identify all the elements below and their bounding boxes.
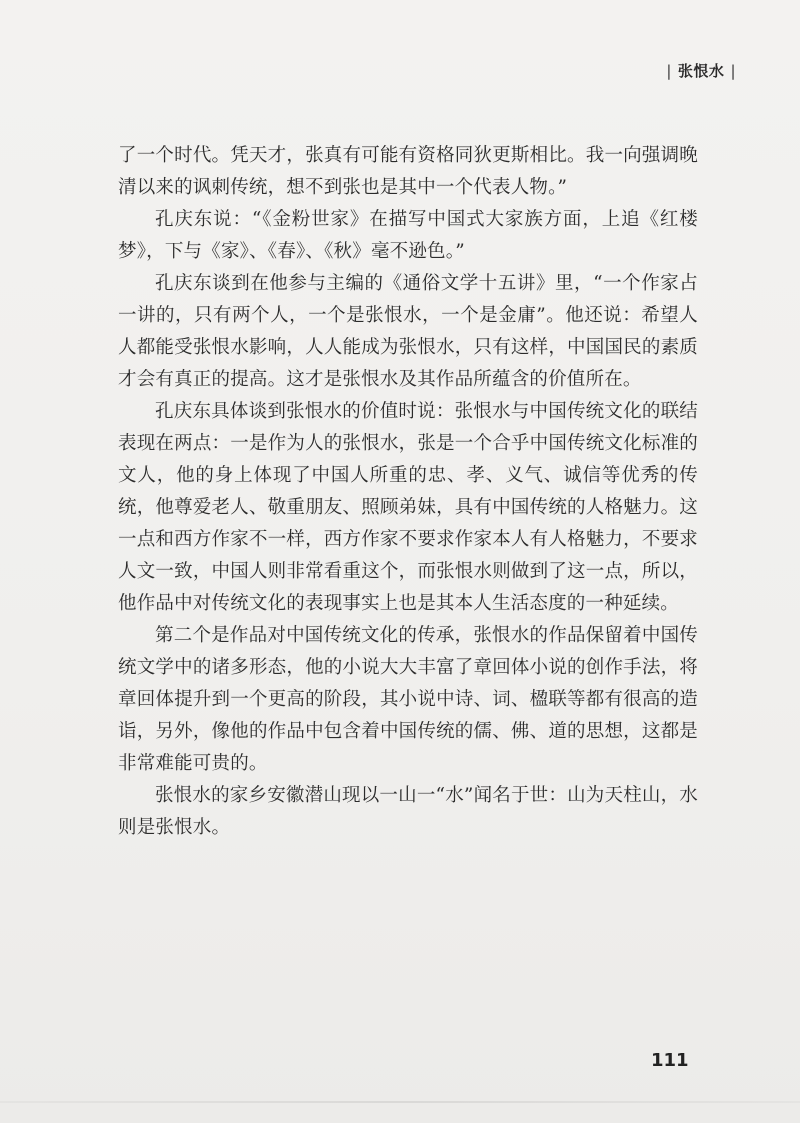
paragraph-continuation: 了一个时代。凭天才，张真有可能有资格同狄更斯相比。我一向强调晚清以来的讽刺传统，想不到张也是其中一个代表人物。” (118, 145, 698, 198)
body-text (118, 140, 698, 844)
paragraph: 孔庆东具体谈到张恨水的价值时说：张恨水与中国传统文化的联结表现在两点：一是作为人的张恨水，张是一个合乎中国传统文化标准的文人，他的身上体现了中国人所重的忠、孝、义气、诚信等优秀的传统，他尊爱老人、敬重朋友、照顾弟妹，具有中国传统的人格魅力。这一点和西方作家不一样，西方作家不要求作家本人有人格魅力，不要求人文一致，中国人则非常看重这个，而张恨水则做到了这一点，所以，他作品中对传统文化的表现事实上也是其本人生活态度的一种延续。 (118, 401, 698, 614)
header-divider-left: | (666, 62, 672, 80)
running-header (660, 60, 742, 81)
header-divider-right: | (730, 62, 736, 80)
paragraph: 孔庆东谈到在他参与主编的《通俗文学十五讲》里，“一个作家占一讲的，只有两个人，一个是张恨水，一个是金庸”。他还说：希望人人都能受张恨水影响，人人能成为张恨水，只有这样，中国国民的素质才会有真正的提高。这才是张恨水及其作品所蕴含的价值所在。 (118, 273, 698, 390)
paragraph: 第二个是作品对中国传统文化的传承，张恨水的作品保留着中国传统文学中的诸多形态，他的小说大大丰富了章回体小说的创作手法，将章回体提升到一个更高的阶段，其小说中诗、词、楹联等都有很高的造诣，另外，像他的作品中包含着中国传统的儒、佛、道的思想，这都是非常难能可贵的。 (118, 625, 698, 774)
header-section-title: 张恨水 (677, 62, 725, 80)
page-number: 111 (651, 1050, 689, 1071)
paragraph: 张恨水的家乡安徽潜山现以一山一“水”闻名于世：山为天柱山，水则是张恨水。 (118, 785, 698, 838)
scan-edge-shadow (0, 1101, 800, 1103)
paragraph: 孔庆东说：“《金粉世家》在描写中国式大家族方面，上追《红楼梦》，下与《家》、《春》、《秋》毫不逊色。” (118, 209, 698, 262)
